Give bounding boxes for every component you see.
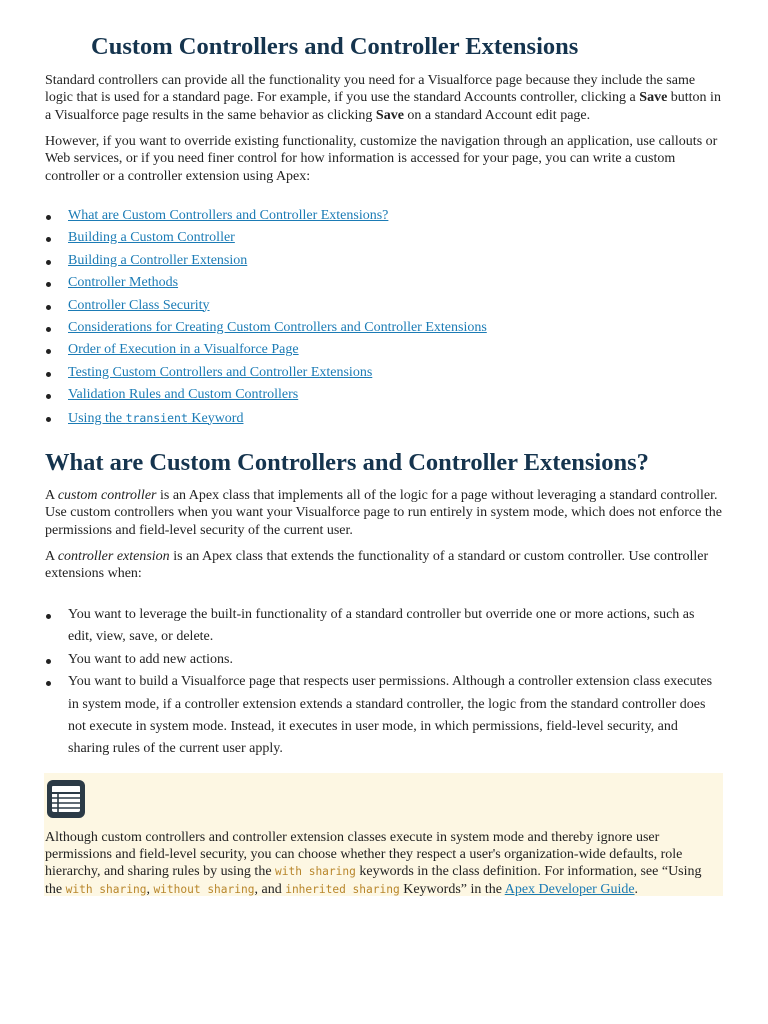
list-item: You want to leverage the built-in functionality of a standard controller but override one or more actions, such as edit, view, save, or delete. (45, 604, 721, 649)
toc-item (45, 407, 725, 429)
code-inherited-sharing: inherited sharing (285, 882, 400, 896)
extension-use-list (45, 604, 721, 761)
intro-paragraph-1 (45, 72, 725, 124)
intro-text-a: Standard controllers can provide all the functionality you need for a Visualforce page because they include the same logic that is used for a standard page. For example, if you use the standard Accounts controller, clicking a (45, 73, 696, 106)
code-with-sharing: with sharing (65, 882, 147, 896)
custom-controller-term: custom controller (57, 488, 157, 503)
intro-text-d: on a standard Account edit page. (403, 107, 591, 123)
toc-link-building-controller-extension[interactable]: Building a Controller Extension (68, 252, 248, 268)
toc-item (45, 362, 725, 384)
intro-text-c: button in a Visualforce page results in the same behavior as clicking (45, 90, 721, 123)
toc-link-controller-class-security[interactable]: Controller Class Security (68, 297, 210, 313)
note-box (44, 773, 723, 896)
note-icon (47, 780, 85, 818)
toc-link-testing[interactable]: Testing Custom Controllers and Controller Extensions (68, 364, 373, 380)
save-label-2: Save (375, 107, 404, 123)
note-icon-graphic (47, 780, 85, 818)
controller-extension-term: controller extension (57, 549, 170, 564)
transient-code: transient (125, 410, 188, 425)
custom-controller-paragraph: A custom controller is an Apex class that implements all of the logic for a page without leveraging a standard controller. Use custom controllers when you want your Visualforce page to run entirely in system mode, which does not enforce the permissions and field-level security of the current user. (45, 488, 722, 538)
toc-item (45, 317, 725, 339)
toc-link-order-of-execution[interactable]: Order of Execution in a Visualforce Page (68, 342, 299, 358)
toc-link-considerations[interactable]: Considerations for Creating Custom Controllers and Controller Extensions (68, 319, 487, 335)
code-without-sharing: without sharing (153, 882, 255, 896)
section-heading: What are Custom Controllers and Controller Extensions? (45, 449, 649, 476)
toc-item (45, 384, 725, 406)
toc-item (45, 227, 725, 249)
toc-item (45, 205, 725, 227)
toc-link-building-custom-controller[interactable]: Building a Custom Controller (68, 230, 235, 246)
toc-link-validation-rules[interactable]: Validation Rules and Custom Controllers (68, 387, 299, 403)
list-item: You want to build a Visualforce page that respects user permissions. Although a controller extension class executes in system mode, if a controller extension extends a standard controller, the logic from the standard controller does not execute in system mode. Instead, it executes in user mode, in which permissions, field-level security, and sharing rules of the current user apply. (45, 671, 721, 761)
note-text: Although custom controllers and controller extension classes execute in system mode and thereby ignore user permissions and field-level security, you can choose whether they respect a user's organization-wide defaults, role hierarchy, and sharing rules by using the with sharing keywords in the class definition. For information, see “Using the with sharing, without sharing, and inherited sharing Keywords” in the Apex Developer Guide. (45, 830, 702, 897)
save-label-1: Save (639, 90, 668, 106)
controller-extension-paragraph: A controller extension is an Apex class that extends the functionality of a standard or custom controller. Use controller extensions when: (45, 549, 709, 582)
intro-paragraph-2: However, if you want to override existing functionality, customize the navigation through an application, use callouts or Web services, or if you need finer control for how information is accessed for your page, you can write a custom controller or a controller extension using Apex: (45, 134, 718, 184)
toc-link-what-are[interactable]: What are Custom Controllers and Controller Extensions? (68, 208, 389, 223)
page-title: Custom Controllers and Controller Extensions (91, 33, 579, 60)
toc-item (45, 339, 725, 361)
toc-list (45, 205, 725, 429)
toc-item (45, 250, 725, 272)
code-with-sharing: with sharing (275, 865, 356, 879)
toc-link-transient-keyword[interactable]: Using the transient Keyword (68, 410, 244, 426)
list-item: You want to add new actions. (45, 649, 721, 671)
toc-item (45, 295, 725, 317)
toc-item (45, 272, 725, 294)
toc-link-controller-methods[interactable]: Controller Methods (68, 275, 179, 291)
apex-developer-guide-link[interactable]: Apex Developer Guide (504, 881, 635, 897)
